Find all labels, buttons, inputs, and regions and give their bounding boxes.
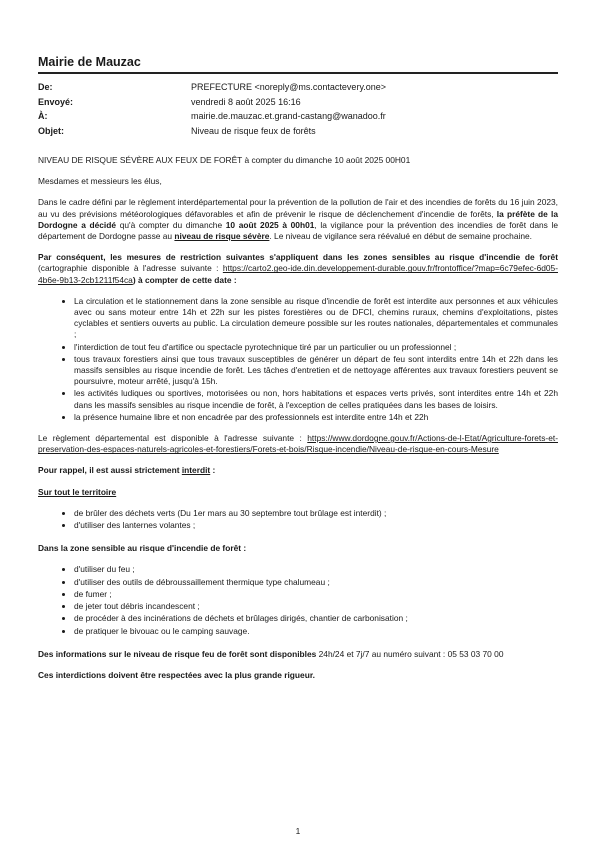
header-rule [38,72,558,74]
info-text: 24h/24 et 7j/7 au numéro suivant : 05 53 03 70 00 [316,648,504,659]
reminder-text-2: : [210,465,216,476]
list-item: • les activités ludiques ou sportives, motorisées ou non, hors habitations et espaces verts privés, sont interdites entre 14h et 22h dans les massifs sensibles au risque incendie de forêt, à l'exception de celles pratiquées dans les bases de loisirs. [74,388,558,410]
zone-title: Dans la zone sensible au risque d'incendie de forêt : [38,543,247,554]
p1-bold-3: niveau de risque sévère [174,231,270,242]
sent-label: Envoyé: [38,96,74,107]
p1-text-3: , la vigilance pour la prévention des incendies de forêt dans le département de Dordogne passe au [38,219,559,242]
p2-bold-1: Par conséquent, les mesures de restriction suivantes s'appliquent dans les zones sensibles au risque d'incendie de forêt [38,252,558,263]
org-title: Mairie de Mauzac [38,55,141,69]
intro-line: NIVEAU DE RISQUE SÉVÈRE AUX FEUX DE FORÊT à compter du dimanche 10 août 2025 00H01 [38,155,411,165]
list-item: • d'utiliser du feu ; [74,564,558,575]
reglement-link[interactable]: https://www.dordogne.gouv.fr/Actions-de-l-Etat/Agriculture-forets-et-preservation-des-espaces-naturels-agricoles-et-forestiers/Forets-et-bois/Risque-incendie/Niveau-de-risque-en-cours-Mesure [38,433,558,455]
p1-bold-2: 10 août 2025 à 00h01 [225,219,315,230]
subject-row [38,124,558,139]
greeting: Mesdames et messieurs les élus, [38,176,162,187]
p1-text-2: qu'à compter du dimanche [116,219,226,230]
sent-row [38,95,558,110]
from-row [38,80,558,95]
page-number: 1 [295,826,301,836]
paragraph-decision [38,197,558,242]
sent-value: vendredi 8 août 2025 16:16 [191,96,301,107]
closing-line [38,670,558,681]
info-bold: Des informations sur le niveau de risque feu de forêt sont disponibles [38,648,317,659]
reminder-line [38,465,558,476]
reminder-underlined: interdit [181,465,211,476]
list-item: • tous travaux forestiers ainsi que tous travaux susceptibles de générer un départ de feu sont interdits entre 14h et 22h dans les massifs sensibles au risque incendie de forêt. Les tâches d'entretien et de nettoyage afférentes aux travaux forestiers peuvent se poursuivre, moteur arrêté, jusqu'à 15h. [74,354,558,388]
from-value: PREFECTURE <noreply@ms.contactevery.one> [191,82,387,92]
to-label: À: [38,111,48,121]
reglement-text: Le règlement départemental est disponible à l'adresse suivante : [38,433,308,444]
reminder-text-1: Pour rappel, il est aussi strictement [38,465,182,476]
subject-value: Niveau de risque feux de forêts [191,125,316,136]
list-item: • de pratiquer le bivouac ou le camping sauvage. [74,626,558,637]
list-item: • la présence humaine libre et non encadrée par des professionnels est interdite entre 14h et 22h [74,412,558,423]
email-header [38,80,558,138]
list-item: • d'utiliser des lanternes volantes ; [74,520,558,531]
reglement-paragraph [38,433,558,455]
zone-list [38,564,558,636]
restrictions-list [38,296,558,423]
territory-list [38,508,558,531]
p2-bold-2: ) à compter de cette date : [132,274,237,285]
from-label: De: [38,82,53,92]
p2-text-1: (cartographie disponible à l'adresse suivante : [38,263,223,274]
email-body [38,155,558,691]
info-paragraph [38,649,558,660]
to-row [38,109,558,124]
list-item: • d'utiliser des outils de débroussaillement thermique type chalumeau ; [74,577,558,588]
p1-bold-1: la préfète de la Dordogne a décidé [38,208,558,230]
subject-label: Objet: [38,125,64,136]
carto-link[interactable]: https://carto2.geo-ide.din.developpement-durable.gouv.fr/frontoffice/?map=6c79efec-6d05-4b6e-9b13-2cb1211f54ca [38,263,558,285]
list-item: • de brûler des déchets verts (Du 1er mars au 30 septembre tout brûlage est interdit) ; [74,508,558,519]
p1-text-1: Dans le cadre défini par le règlement interdépartemental pour la prévention de la pollution de l'air et des incendies de forêts du 16 juin 2023, au vu des prévisions météorologiques défavorables et afin de prévenir le risque de déclenchement d'incendie de forêts, [38,197,558,219]
paragraph-measures [38,252,558,286]
list-item: • l'interdiction de tout feu d'artifice ou spectacle pyrotechnique tiré par un particulier ou un professionnel ; [74,342,558,353]
territory-title: Sur tout le territoire [38,486,117,497]
list-item: • de fumer ; [74,589,558,600]
list-item: • La circulation et le stationnement dans la zone sensible au risque d'incendie de forêt est interdite aux personnes et aux véhicules avec ou sans moteur entre 14h et 22h sur les pistes forestières ou de DFCI, chemins ruraux, chemins d'exploitations, pistes cyclables et sentiers ouverts au public. La circulation demeure possible sur les routes nationales, départementales et communales ; [74,296,558,341]
to-value: mairie.de.mauzac.et.grand-castang@wanadoo.fr [191,111,386,121]
closing-bold: Ces interdictions doivent être respectées avec la plus grande rigueur. [38,669,315,680]
p1-text-4: . Le niveau de vigilance sera réévalué en début de semaine prochaine. [269,231,532,242]
list-item: • de procéder à des incinérations de déchets et brûlages dirigés, chantier de carbonisation ; [74,613,558,624]
list-item: • de jeter tout débris incandescent ; [74,601,558,612]
